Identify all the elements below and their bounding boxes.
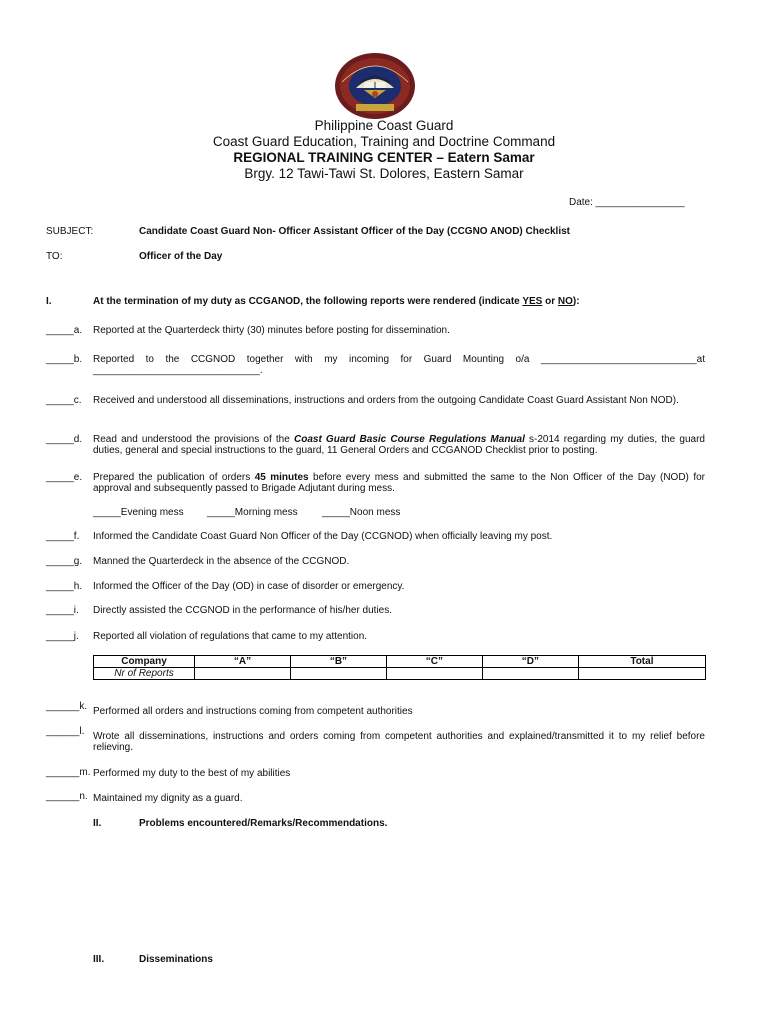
header-address: Brgy. 12 Tawi-Tawi St. Dolores, Eastern Samar	[244, 166, 524, 181]
reports-table-header-row	[94, 656, 706, 668]
item-l-text: Wrote all disseminations, instructions and orders coming from competent authorities and explained/transmitted it to my relief before relieving.	[93, 731, 705, 753]
table-header-b: “B”	[290, 656, 386, 668]
table-header-total: Total	[578, 656, 705, 668]
item-e-text-pre: Prepared the publication of orders	[93, 472, 255, 483]
seal-graphic	[334, 52, 416, 120]
item-g-blank[interactable]: _____g.	[46, 556, 83, 567]
table-cell-a[interactable]	[195, 668, 291, 680]
item-d-manual-title: Coast Guard Basic Course Regulations Manual	[293, 434, 525, 445]
header-organization: Philippine Coast Guard	[314, 118, 454, 133]
to-label: TO:	[46, 251, 63, 262]
item-g-text: Manned the Quarterdeck in the absence of the CCGNOD.	[93, 556, 350, 567]
item-m-text: Performed my duty to the best of my abilities	[93, 768, 291, 779]
header-training-center: REGIONAL TRAINING CENTER – Eatern Samar	[233, 150, 535, 165]
section-2-number: II.	[93, 818, 102, 829]
mess-evening[interactable]: _____Evening mess	[93, 507, 184, 518]
item-e-text-post: before every mess and submitted the same to the Non Officer of the Day (NOD) for approval and subsequently passed to Brigade Adjutant during mess.	[93, 472, 705, 494]
item-i-text: Directly assisted the CCGNOD in the performance of his/her duties.	[93, 605, 393, 616]
reports-table-row	[94, 668, 706, 680]
table-cell-c[interactable]	[386, 668, 482, 680]
table-cell-b[interactable]	[290, 668, 386, 680]
section-3-number: III.	[93, 954, 105, 965]
table-cell-d[interactable]	[482, 668, 578, 680]
item-h-blank[interactable]: _____h.	[46, 581, 83, 592]
section-1-heading	[93, 296, 580, 307]
item-a-blank[interactable]: _____a.	[46, 325, 83, 336]
section-1-yes: YES	[522, 296, 543, 307]
item-f-blank[interactable]: _____f.	[46, 531, 80, 542]
table-header-c: “C”	[386, 656, 482, 668]
item-h-text: Informed the Officer of the Day (OD) in case of disorder or emergency.	[93, 581, 405, 592]
subject-value: Candidate Coast Guard Non- Officer Assistant Officer of the Day (CCGNO ANOD) Checklist	[139, 226, 570, 237]
table-header-d: “D”	[482, 656, 578, 668]
item-a-text: Reported at the Quarterdeck thirty (30) minutes before posting for dissemination.	[93, 325, 450, 336]
date-field[interactable]: Date: ________________	[569, 197, 685, 208]
header-command: Coast Guard Education, Training and Doctrine Command	[212, 134, 556, 149]
item-n-text: Maintained my dignity as a guard.	[93, 793, 243, 804]
section-2-title: Problems encountered/Remarks/Recommendations.	[139, 818, 388, 829]
table-row-label: Nr of Reports	[94, 668, 195, 680]
section-1-text-post: ):	[572, 296, 580, 307]
item-i-blank[interactable]: _____i.	[46, 605, 79, 616]
item-b-blank[interactable]: _____b.	[46, 354, 83, 365]
item-d-text-post: s-2014 regarding my duties, the guard duties, general and special instructions to the guard, 11 General Orders and CCGANOD Checklist prior to posting.	[93, 434, 705, 456]
item-d-blank[interactable]: _____d.	[46, 434, 83, 445]
section-1-or: or	[542, 296, 558, 307]
to-value: Officer of the Day	[139, 251, 223, 262]
reports-table	[93, 655, 706, 680]
item-c-blank[interactable]: _____c.	[46, 395, 82, 406]
item-j-blank[interactable]: _____j.	[46, 631, 79, 642]
item-b-text: Reported to the CCGNOD together with my incoming for Guard Mounting o/a ____________________________at ______________________________.	[93, 354, 705, 376]
item-k-text: Performed all orders and instructions coming from competent authorities	[93, 706, 413, 717]
item-n-blank[interactable]: ______n.	[46, 791, 88, 802]
item-f-text: Informed the Candidate Coast Guard Non Officer of the Day (CCGNOD) when officially leaving my post.	[93, 531, 553, 542]
mess-morning[interactable]: _____Morning mess	[207, 507, 298, 518]
pcg-seal-logo	[334, 52, 416, 120]
item-e-minutes: 45 minutes	[254, 472, 309, 483]
item-m-blank[interactable]: ______m.	[46, 767, 91, 778]
item-d-text	[93, 434, 705, 456]
table-header-a: “A”	[195, 656, 291, 668]
table-cell-total[interactable]	[578, 668, 705, 680]
item-e-text	[93, 472, 705, 494]
item-c-text: Received and understood all disseminations, instructions and orders from the outgoing Candidate Coast Guard Assistant Non NOD).	[93, 395, 679, 406]
item-l-blank[interactable]: ______l.	[46, 726, 85, 737]
mess-noon[interactable]: _____Noon mess	[322, 507, 401, 518]
table-header-company: Company	[94, 656, 195, 668]
section-1-no: NO	[557, 296, 573, 307]
item-j-text: Reported all violation of regulations that came to my attention.	[93, 631, 368, 642]
item-e-blank[interactable]: _____e.	[46, 472, 83, 483]
item-d-text-pre: Read and understood the provisions of the	[93, 434, 294, 445]
section-1-text-pre: At the termination of my duty as CCGANOD, the following reports were rendered (indicate	[93, 296, 523, 307]
section-3-title: Disseminations	[139, 954, 213, 965]
section-1-number: I.	[46, 296, 52, 307]
item-k-blank[interactable]: ______k.	[46, 701, 88, 712]
subject-label: SUBJECT:	[46, 226, 94, 237]
